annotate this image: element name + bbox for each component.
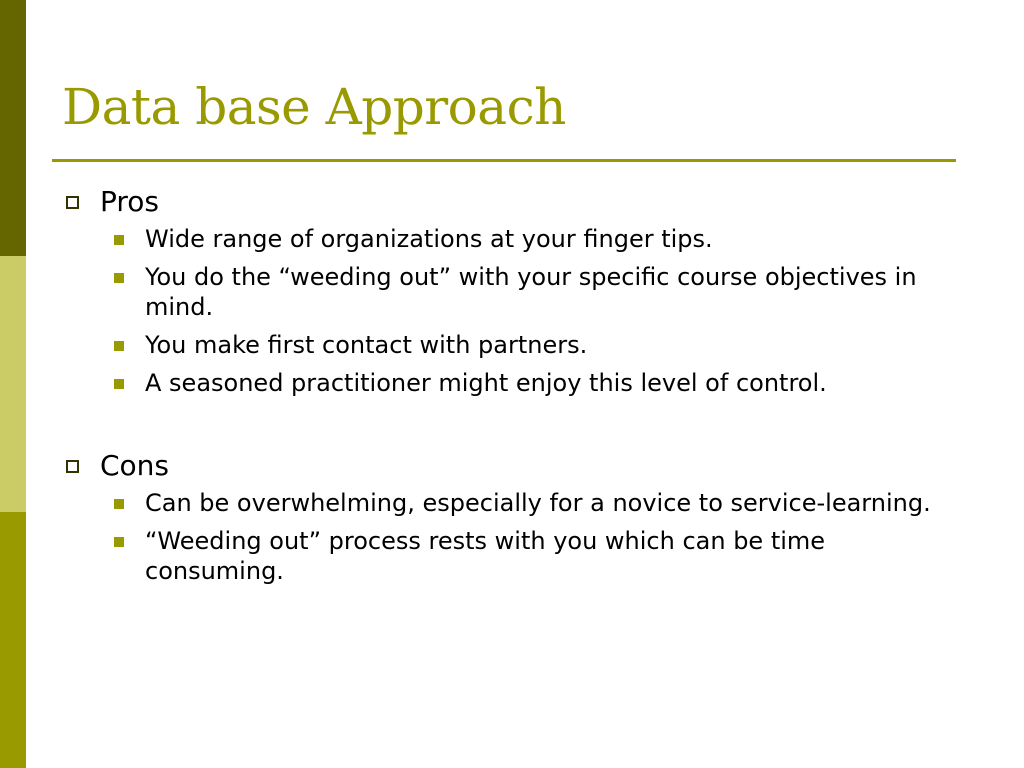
list-item-text: Wide range of organizations at your finger tips. [145,225,713,253]
list-item [64,526,964,586]
list-item [64,368,964,398]
list-item [64,262,964,322]
hollow-square-bullet-icon [66,460,79,473]
hollow-square-bullet-icon [66,196,79,209]
section-heading [64,184,964,220]
section-pros [64,184,964,406]
list-item-text: Can be overwhelming, especially for a novice to service-learning. [145,489,931,517]
section-heading-label: Pros [100,185,160,218]
list-item-text: You do the “weeding out” with your specific course objectives in mind. [145,263,917,321]
square-bullet-icon [114,537,124,547]
list-item [64,330,964,360]
bullet-list [64,224,964,398]
list-item-text: “Weeding out” process rests with you which can be time consuming. [145,527,826,585]
square-bullet-icon [114,499,124,509]
section-heading [64,448,964,484]
square-bullet-icon [114,379,124,389]
list-item-text: You make first contact with partners. [145,331,588,359]
section-heading-label: Cons [100,449,170,482]
section-cons [64,448,964,594]
square-bullet-icon [114,235,124,245]
list-item [64,224,964,254]
bullet-list [64,488,964,586]
slide-title: Data base Approach [62,78,566,136]
square-bullet-icon [114,341,124,351]
square-bullet-icon [114,273,124,283]
list-item-text: A seasoned practitioner might enjoy this level of control. [145,369,827,397]
list-item [64,488,964,518]
